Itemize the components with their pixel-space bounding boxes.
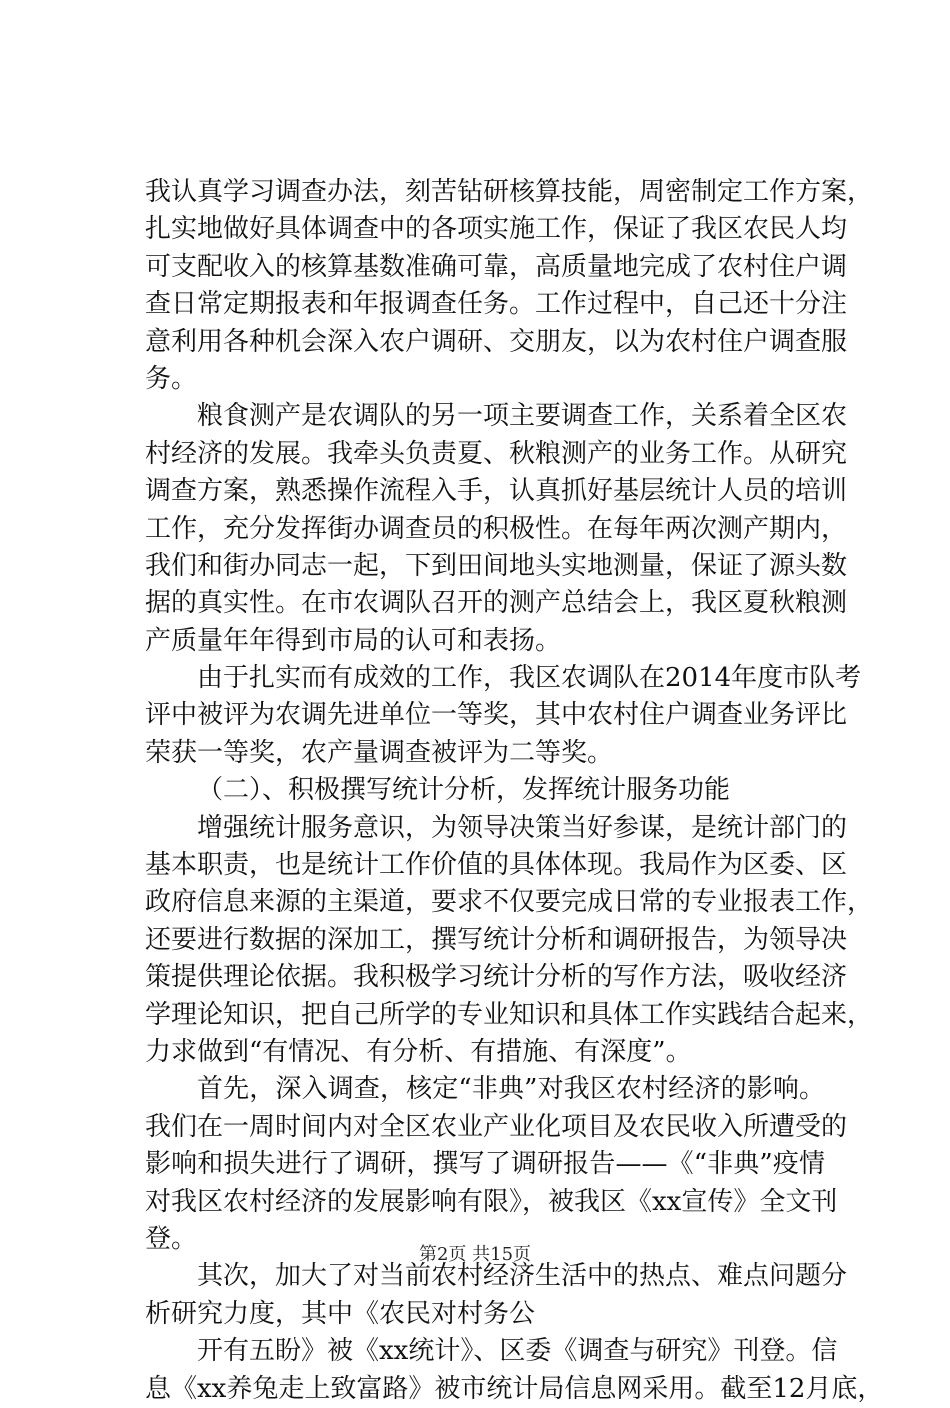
text-line: 增强统计服务意识，为领导决策当好参谋，是统计部门的: [197, 812, 848, 843]
text-line: （二）、积极撰写统计分析，发挥统计服务功能: [197, 775, 731, 806]
text-line: 扎实地做好具体调查中的各项实施工作，保证了我区农民人均: [145, 214, 848, 245]
page-footer: 第2页 共15页: [418, 1244, 532, 1265]
text-line: 务。: [145, 363, 198, 394]
text-line: 其次，加大了对当前农村经济生活中的热点、难点问题分: [197, 1261, 848, 1292]
text-line: 析研究力度，其中《农民对村务公: [145, 1298, 536, 1329]
text-line: 意利用各种机会深入农户调研、交朋友，以为农村住户调查服: [145, 326, 848, 357]
text-line: 村经济的发展。我牵头负责夏、秋粮测产的业务工作。从研究: [145, 438, 848, 469]
text-line: 我们和街办同志一起，下到田间地头实地测量，保证了源头数: [145, 550, 848, 581]
text-line: 首先，深入调查，核定“非典”对我区农村经济的影响。: [197, 1074, 825, 1105]
text-line: 评中被评为农调先进单位一等奖，其中农村住户调查业务评比: [145, 700, 848, 731]
text-line: 影响和损失进行了调研，撰写了调研报告——《“非典”疫情: [145, 1149, 825, 1180]
text-line: 调查方案，熟悉操作流程入手，认真抓好基层统计人员的培训: [145, 476, 848, 507]
text-line: 可支配收入的核算基数准确可靠，高质量地完成了农村住户调: [145, 251, 848, 282]
text-line: 息《xx养兔走上致富路》被市统计局信息网采用。截至12月底，: [145, 1373, 884, 1404]
text-line: 学理论知识，把自己所学的专业知识和具体工作实践结合起来，: [145, 999, 874, 1030]
text-line: 力求做到“有情况、有分析、有措施、有深度”。: [145, 1036, 692, 1067]
text-line: 荣获一等奖，农产量调查被评为二等奖。: [145, 737, 614, 768]
text-line: 政府信息来源的主渠道，要求不仅要完成日常的专业报表工作，: [145, 887, 874, 918]
text-line: 登。: [145, 1223, 198, 1254]
text-line: 还要进行数据的深加工，撰写统计分析和调研报告，为领导决: [145, 924, 848, 955]
document-body: [145, 174, 884, 1408]
text-line: 我认真学习调查办法，刻苦钻研核算技能，周密制定工作方案，: [145, 177, 874, 207]
text-line: 工作，充分发挥街办调查员的积极性。在每年两次测产期内，: [145, 513, 848, 544]
text-line: 基本职责，也是统计工作价值的具体体现。我局作为区委、区: [145, 850, 848, 881]
text-line: 据的真实性。在市农调队召开的测产总结会上，我区夏秋粮测: [145, 588, 848, 619]
text-line: 对我区农村经济的发展影响有限》，被我区《xx宣传》全文刊: [145, 1186, 838, 1217]
text-line: 由于扎实而有成效的工作，我区农调队在2014年度市队考: [197, 663, 862, 694]
text-line: 我们在一周时间内对全区农业产业化项目及农民收入所遭受的: [145, 1111, 848, 1142]
text-line: 查日常定期报表和年报调查任务。工作过程中，自己还十分注: [145, 289, 848, 320]
text-line: 开有五盼》被《xx统计》、区委《调查与研究》刊登。信: [197, 1336, 838, 1367]
text-line: 策提供理论依据。我积极学习统计分析的写作方法，吸收经济: [145, 962, 848, 993]
text-line: 粮食测产是农调队的另一项主要调查工作，关系着全区农: [197, 401, 848, 432]
text-line: 产质量年年得到市局的认可和表扬。: [145, 625, 562, 656]
